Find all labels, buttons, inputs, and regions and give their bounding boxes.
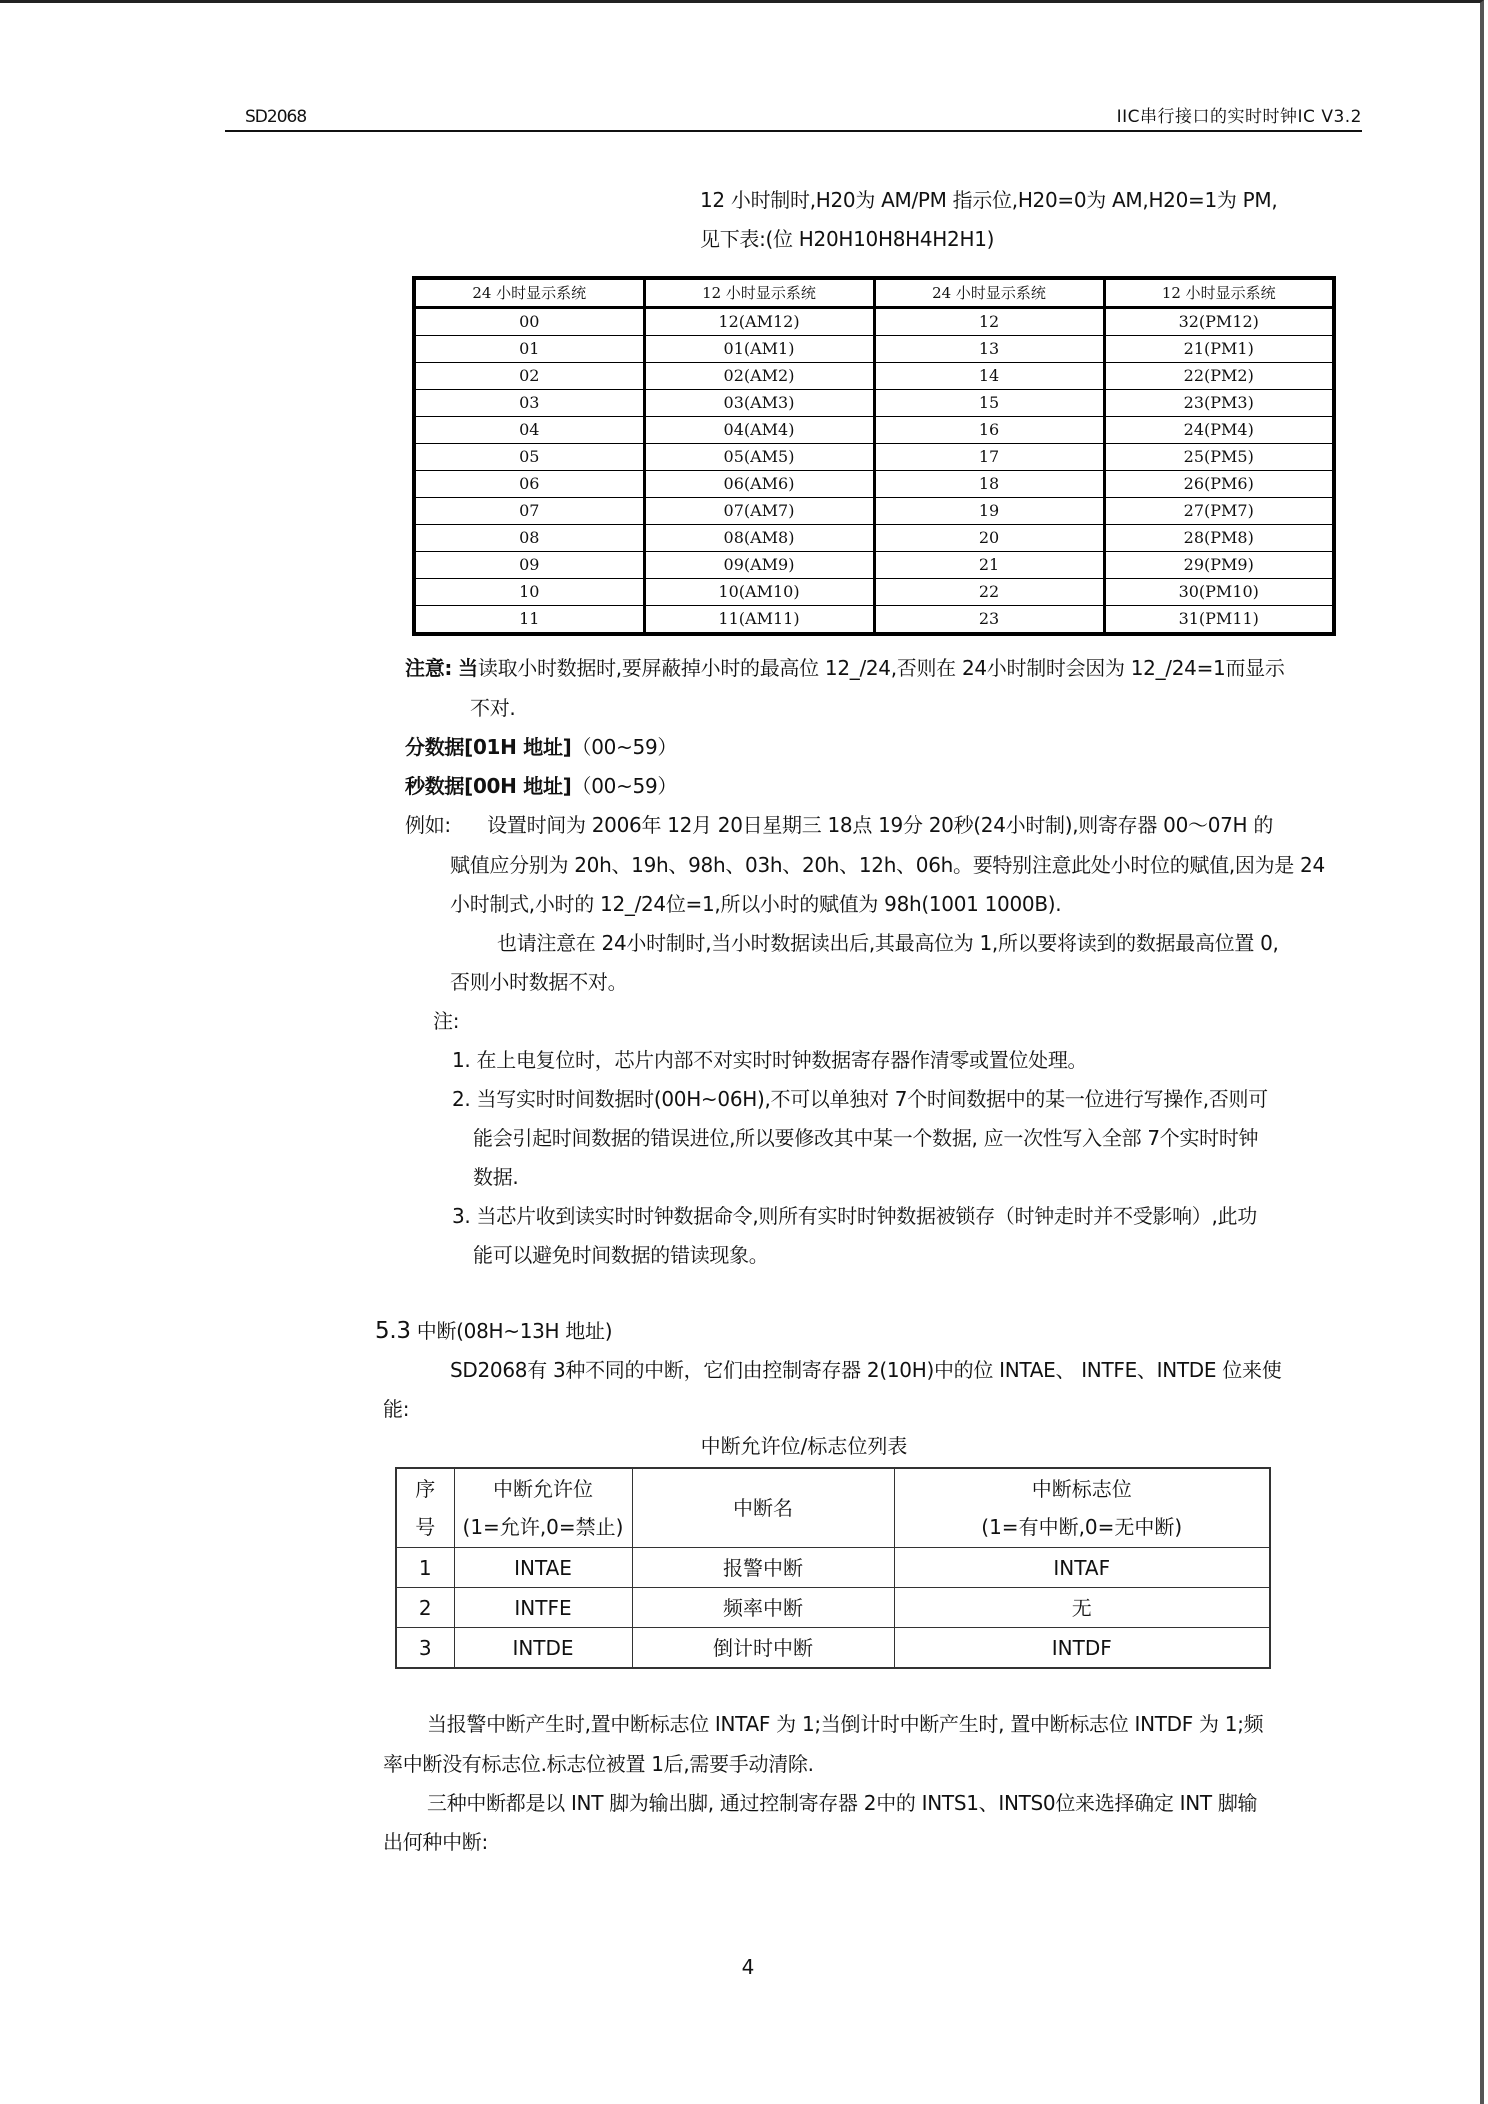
table-row xyxy=(414,336,1334,363)
table-row xyxy=(414,444,1334,471)
cell: INTDE xyxy=(454,1628,632,1669)
cell: 14 xyxy=(874,363,1104,390)
header-12h-b: 12 小时显示系统 xyxy=(1104,278,1334,308)
table-row xyxy=(396,1628,1270,1669)
header-enable-bit xyxy=(454,1468,632,1548)
header-enable-line-1: 中断允许位 xyxy=(493,1477,593,1501)
header-interrupt-name: 中断名 xyxy=(632,1468,894,1548)
table-row xyxy=(414,498,1334,525)
header-product: SD2068 xyxy=(245,107,307,127)
table-row xyxy=(414,525,1334,552)
notice-first-char: 当 xyxy=(458,656,478,680)
notice-label: 注意: xyxy=(405,656,453,680)
cell: 21 xyxy=(874,552,1104,579)
cell: 27(PM7) xyxy=(1104,498,1334,525)
cell: 32(PM12) xyxy=(1104,308,1334,336)
intro-line-2: 见下表:(位 H20H10H8H4H2H1) xyxy=(700,227,995,251)
header-flag-bit xyxy=(894,1468,1270,1548)
cell: 04(AM4) xyxy=(644,417,874,444)
cell: 12 xyxy=(874,308,1104,336)
cell: INTAE xyxy=(454,1548,632,1588)
cell: INTDF xyxy=(894,1628,1270,1669)
minute-data-label: 分数据[01H 地址] xyxy=(405,735,572,759)
table-row xyxy=(414,308,1334,336)
table-row xyxy=(414,417,1334,444)
cell: 08(AM8) xyxy=(644,525,874,552)
cell: 15 xyxy=(874,390,1104,417)
minute-data-line xyxy=(405,727,677,767)
minute-data-range: （00~59） xyxy=(571,735,678,759)
section-title: 中断(08H~13H 地址) xyxy=(416,1319,613,1343)
hour-conversion-table xyxy=(412,276,1336,636)
cell: INTFE xyxy=(454,1588,632,1628)
cell: 28(PM8) xyxy=(1104,525,1334,552)
notice-line-2: 不对. xyxy=(470,696,516,720)
interrupt-table xyxy=(395,1467,1271,1669)
header-title: IIC串行接口的实时时钟IC V3.2 xyxy=(1116,107,1362,127)
example-line-1: 例如: 设置时间为 2006年 12月 20日星期三 18点 19分 20秒(24小时制),则寄存器 00～07H 的 xyxy=(405,813,1274,837)
cell: 2 xyxy=(396,1588,454,1628)
interrupt-table-caption: 中断允许位/标志位列表 xyxy=(700,1434,908,1458)
cell: 20 xyxy=(874,525,1104,552)
header-flag-line-1: 中断标志位 xyxy=(1031,1477,1132,1501)
table-row xyxy=(414,390,1334,417)
header-24h-a: 24 小时显示系统 xyxy=(414,278,644,308)
example-line-3: 小时制式,小时的 12_/24位=1,所以小时的赋值为 98h(1001 1000B). xyxy=(450,892,1062,916)
header-index-line-1: 序 xyxy=(415,1477,436,1501)
cell: 19 xyxy=(874,498,1104,525)
cell: 01 xyxy=(414,336,644,363)
section-paragraph-line-1: SD2068有 3种不同的中断，它们由控制寄存器 2(10H)中的位 INTAE、 INTFE、INTDE 位来使 xyxy=(450,1358,1282,1382)
cell: 10 xyxy=(414,579,644,606)
cell: 00 xyxy=(414,308,644,336)
cell: 30(PM10) xyxy=(1104,579,1334,606)
notice-text: 读取小时数据时,要屏蔽掉小时的最高位 12_/24,否则在 24小时制时会因为 12_/24=1而显示 xyxy=(477,656,1285,680)
cell: 18 xyxy=(874,471,1104,498)
intro-line-1: 12 小时制时,H20为 AM/PM 指示位,H20=0为 AM,H20=1为 PM, xyxy=(700,188,1278,212)
cell: 3 xyxy=(396,1628,454,1669)
cell: 06 xyxy=(414,471,644,498)
note-item-1: 1. 在上电复位时，芯片内部不对实时时钟数据寄存器作清零或置位处理。 xyxy=(452,1048,1088,1072)
cell: 05(AM5) xyxy=(644,444,874,471)
cell: 无 xyxy=(894,1588,1270,1628)
cell: 22 xyxy=(874,579,1104,606)
second-data-line xyxy=(405,766,677,806)
cell: 08 xyxy=(414,525,644,552)
cell: 29(PM9) xyxy=(1104,552,1334,579)
cell: 13 xyxy=(874,336,1104,363)
cell: 17 xyxy=(874,444,1104,471)
section-heading xyxy=(375,1311,612,1351)
second-data-label: 秒数据[00H 地址] xyxy=(405,774,572,798)
table-header-row xyxy=(414,278,1334,308)
cell: 23(PM3) xyxy=(1104,390,1334,417)
section-paragraph-line-2: 能: xyxy=(383,1397,410,1421)
table-row xyxy=(414,552,1334,579)
header-24h-b: 24 小时显示系统 xyxy=(874,278,1104,308)
cell: 11 xyxy=(414,606,644,635)
example-line-2: 赋值应分别为 20h、19h、98h、03h、20h、12h、06h。要特别注意此处小时位的赋值,因为是 24 xyxy=(450,853,1325,877)
table-header-row xyxy=(396,1468,1270,1548)
cell: 10(AM10) xyxy=(644,579,874,606)
after-line-3: 三种中断都是以 INT 脚为输出脚, 通过控制寄存器 2中的 INTS1、INTS0位来选择确定 INT 脚输 xyxy=(427,1791,1258,1815)
cell: 报警中断 xyxy=(632,1548,894,1588)
cell: 31(PM11) xyxy=(1104,606,1334,635)
after-line-1: 当报警中断产生时,置中断标志位 INTAF 为 1;当倒计时中断产生时, 置中断标志位 INTDF 为 1;频 xyxy=(427,1712,1264,1736)
header-enable-line-2: (1=允许,0=禁止) xyxy=(462,1515,624,1539)
after-line-4: 出何种中断: xyxy=(383,1830,488,1854)
after-line-2: 率中断没有标志位.标志位被置 1后,需要手动清除. xyxy=(383,1752,814,1776)
note-item-3-line-2: 能可以避免时间数据的错读现象。 xyxy=(473,1243,769,1267)
cell: 频率中断 xyxy=(632,1588,894,1628)
table-row xyxy=(414,606,1334,635)
cell: 03 xyxy=(414,390,644,417)
notes-label: 注: xyxy=(433,1009,460,1033)
running-header xyxy=(225,104,1362,132)
notice-line-1 xyxy=(405,648,1285,688)
note-item-2-line-1: 2. 当写实时时间数据时(00H~06H),不可以单独对 7个时间数据中的某一位进行写操作,否则可 xyxy=(452,1087,1268,1111)
cell: 07(AM7) xyxy=(644,498,874,525)
cell: 03(AM3) xyxy=(644,390,874,417)
table-row xyxy=(414,471,1334,498)
header-flag-line-2: (1=有中断,0=无中断) xyxy=(981,1515,1183,1539)
example-line-5: 否则小时数据不对。 xyxy=(450,970,628,994)
cell: 01(AM1) xyxy=(644,336,874,363)
cell: 倒计时中断 xyxy=(632,1628,894,1669)
cell: 26(PM6) xyxy=(1104,471,1334,498)
table-row xyxy=(414,363,1334,390)
page-number: 4 xyxy=(741,1955,755,1979)
table-row xyxy=(396,1588,1270,1628)
cell: 06(AM6) xyxy=(644,471,874,498)
cell: 05 xyxy=(414,444,644,471)
cell: 12(AM12) xyxy=(644,308,874,336)
cell: 02 xyxy=(414,363,644,390)
second-data-range: （00~59） xyxy=(571,774,678,798)
cell: INTAF xyxy=(894,1548,1270,1588)
note-item-3-line-1: 3. 当芯片收到读实时时钟数据命令,则所有实时时钟数据被锁存（时钟走时并不受影响）,此功 xyxy=(452,1204,1257,1228)
header-index xyxy=(396,1468,454,1548)
cell: 11(AM11) xyxy=(644,606,874,635)
cell: 1 xyxy=(396,1548,454,1588)
cell: 16 xyxy=(874,417,1104,444)
cell: 24(PM4) xyxy=(1104,417,1334,444)
cell: 09 xyxy=(414,552,644,579)
cell: 21(PM1) xyxy=(1104,336,1334,363)
table-row xyxy=(396,1548,1270,1588)
cell: 04 xyxy=(414,417,644,444)
header-index-line-2: 号 xyxy=(415,1515,436,1539)
cell: 09(AM9) xyxy=(644,552,874,579)
note-item-2-line-3: 数据. xyxy=(473,1165,519,1189)
example-line-4: 也请注意在 24小时制时,当小时数据读出后,其最高位为 1,所以要将读到的数据最高位置 0, xyxy=(497,931,1279,955)
cell: 25(PM5) xyxy=(1104,444,1334,471)
table-row xyxy=(414,579,1334,606)
header-12h-a: 12 小时显示系统 xyxy=(644,278,874,308)
cell: 07 xyxy=(414,498,644,525)
note-item-2-line-2: 能会引起时间数据的错误进位,所以要修改其中某一个数据, 应一次性写入全部 7个实时时钟 xyxy=(473,1126,1259,1150)
cell: 02(AM2) xyxy=(644,363,874,390)
section-number: 5.3 xyxy=(375,1318,411,1344)
cell: 22(PM2) xyxy=(1104,363,1334,390)
cell: 23 xyxy=(874,606,1104,635)
